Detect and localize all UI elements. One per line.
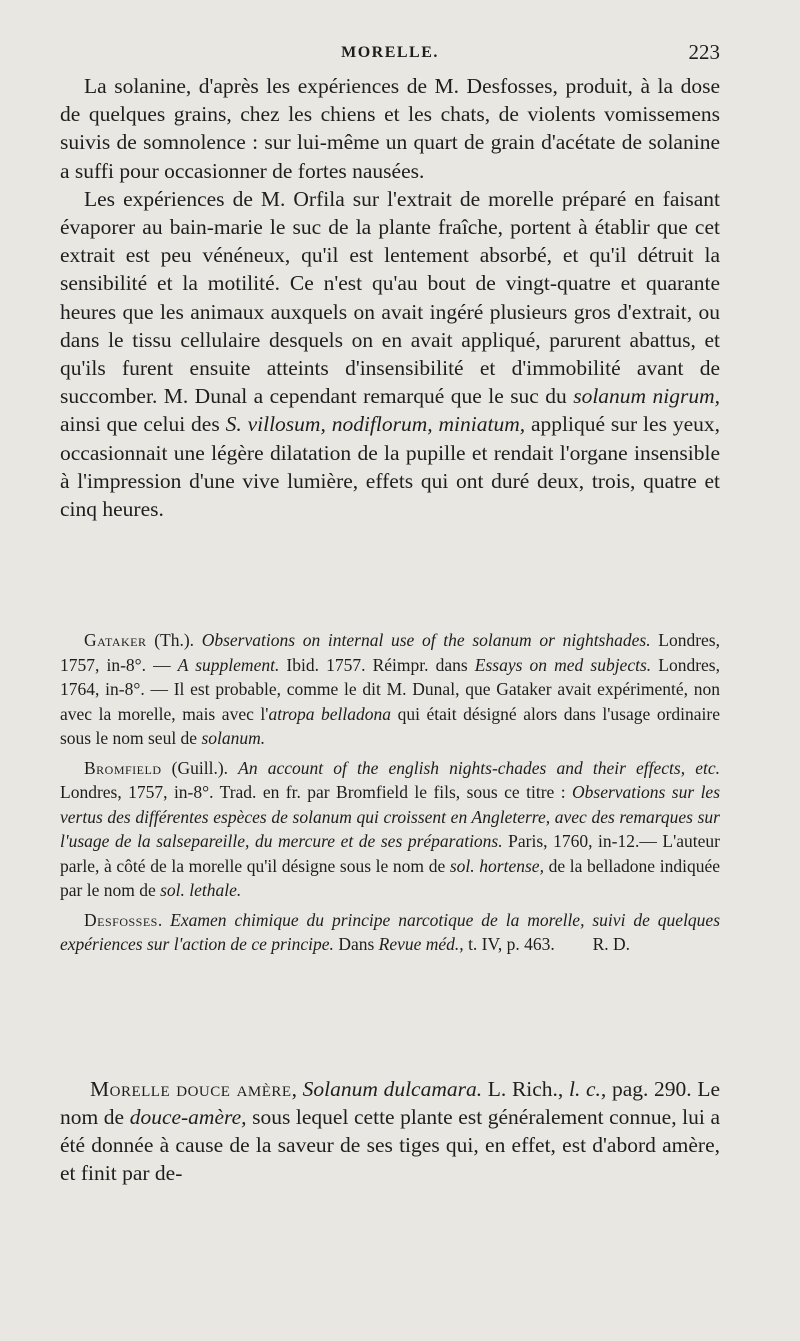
reference-author: Gataker	[84, 630, 147, 650]
page-header	[60, 40, 720, 70]
reference-author: Desfosses	[84, 909, 158, 930]
bibliography	[60, 628, 720, 962]
author-signature: R. D.	[592, 934, 630, 954]
paragraph: Les expériences de M. Orfila sur l'extrait de morelle préparé en faisant évaporer au bain-marie le suc de la plante fraîche, portent à établir que cet extrait est peu vénéneux, qu'il est lentement absorbé, et qu'il détruit la sensibilité et la motilité. Ce n'est qu'au bout de vingt-quatre et quarante heures que les animaux auxquels on avait ingéré plusieurs gros d'extrait, ou dans le tissu cellulaire desquels on en avait appliqué, parurent abattus, et qu'ils furent ensuite atteints d'insensibilité et d'immobilité avant de succomber. M. Dunal a cependant remarqué que le suc du solanum nigrum, ainsi que celui des S. villosum, nodiflorum, miniatum, appliqué sur les yeux, occasionnait une légère dilatation de la pupille et rendait l'organe insensible à l'impression d'une vive lumière, effets qui ont duré deux, trois, quatre et cinq heures.	[60, 186, 721, 522]
reference-author: Bromfield	[84, 757, 162, 778]
page-number: 223	[688, 40, 720, 64]
dictionary-entry: Morelle douce amère, Solanum dulcamara. L. Rich., l. c., pag. 290. Le nom de douce-amère, sous lequel cette plante est généralement connue, lui a été donnée à cause de la saveur de ses tiges qui, en effet, est d'abord amère, et finit par de-	[60, 1077, 720, 1185]
main-text	[60, 72, 720, 523]
paragraph: La solanine, d'après les expériences de M. Desfosses, produit, à la dose de quelques grains, chez les chiens et les chats, de violents vomissemens suivis de somnolence : sur lui-même un quart de grain d'acétate de solanine a suffi pour occasionner de fortes nausées.	[60, 74, 720, 183]
running-title: MORELLE.	[341, 44, 439, 61]
entry-headword: Morelle douce amère	[90, 1077, 292, 1101]
reference-entry: Desfosses. Examen chimique du principe narcotique de la morelle, suivi de quelques expériences sur l'action de ce principe. Dans Revue méd., t. IV, p. 463. R. D.	[60, 908, 720, 957]
reference-entry: Gataker (Th.). Observations on internal use of the solanum or nightshades. Londres, 1757, in-8°. — A supplement. Ibid. 1757. Réimpr. dans Essays on med subjects. Londres, 1764, in-8°. — Il est probable, comme le dit M. Dunal, que Gataker avait expérimenté, non avec la morelle, mais avec l'atropa belladona qui était désigné alors dans l'usage ordinaire sous le nom seul de solanum.	[60, 630, 721, 748]
reference-entry: Bromfield (Guill.). An account of the english nights-chades and their effects, etc. Londres, 1757, in-8°. Trad. en fr. par Bromfield le fils, sous ce titre : Observations sur les vertus des différentes espèces de solanum qui croissent en Angleterre, avec des remarques sur l'usage de la salsepareille, du mercure et de ses préparations. Paris, 1760, in-12.— L'auteur parle, à côté de la morelle qu'il désigne sous le nom de sol. hortense, de la belladone indiquée par le nom de sol. lethale.	[60, 757, 721, 900]
